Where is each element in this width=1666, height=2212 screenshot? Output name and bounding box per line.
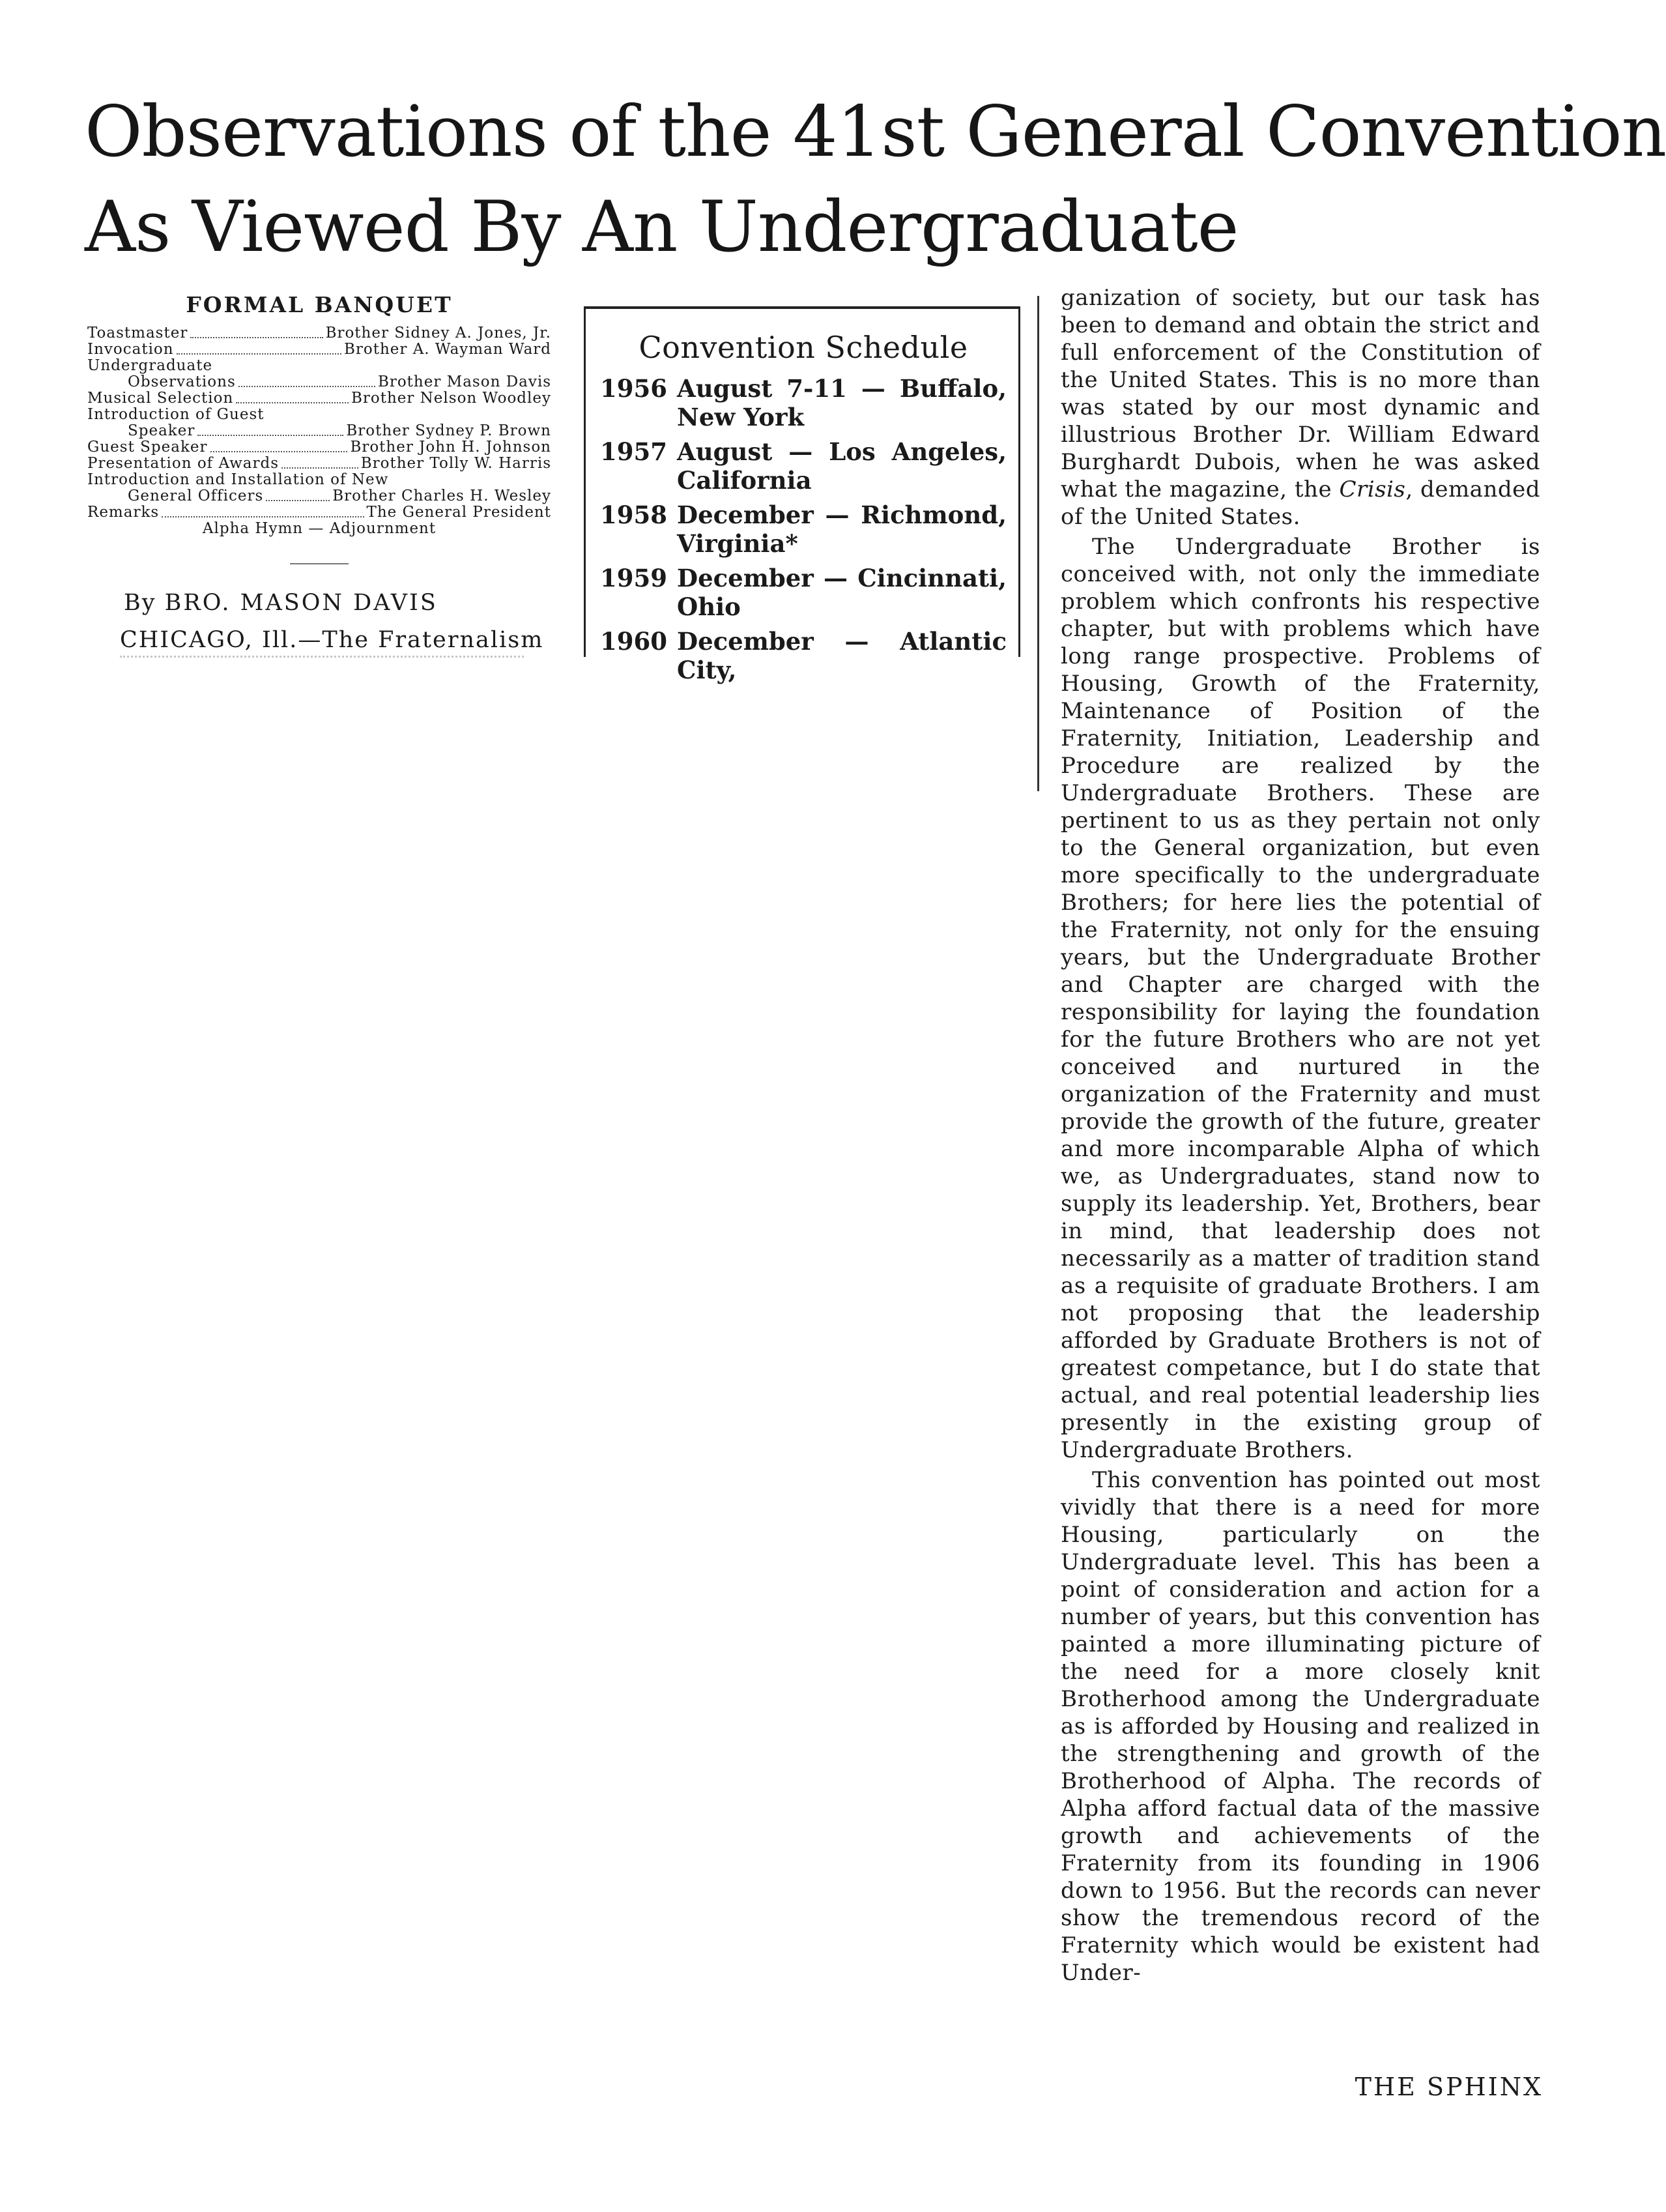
dot-leader <box>238 386 375 387</box>
program-role: Musical Selection <box>87 390 234 407</box>
program-row <box>87 342 551 358</box>
program-row <box>87 439 551 456</box>
schedule-detail: August — Los Angeles, California <box>677 437 1007 495</box>
schedule-year: 1957 <box>600 437 667 466</box>
cutoff-text-line <box>120 656 524 663</box>
program-title: FORMAL BANQUET <box>186 292 453 317</box>
dot-leader <box>266 500 330 501</box>
program-participant: Brother Charles H. Wesley <box>332 488 551 504</box>
program-role: Speaker <box>128 422 195 439</box>
program-role: Toastmaster <box>87 325 188 342</box>
article-body <box>1061 284 1540 1986</box>
program-role: Presentation of Awards <box>87 455 280 472</box>
folio-publication-name: THE SPHINX <box>1355 2073 1543 2101</box>
schedule-entry <box>600 564 1007 621</box>
program-row <box>87 456 551 472</box>
program-row <box>87 358 551 374</box>
program-row <box>87 325 551 342</box>
program-participant: Brother A. Wayman Ward <box>343 341 551 358</box>
column-rule <box>1037 296 1039 791</box>
schedule-year: 1960 <box>600 627 667 656</box>
dot-leader <box>210 451 348 452</box>
schedule-entry <box>600 501 1007 558</box>
program-role: Guest Speaker <box>87 439 208 456</box>
program-role: Introduction and Installation of New <box>87 471 389 488</box>
program-role: Observations <box>128 373 236 390</box>
schedule-year: 1958 <box>600 501 667 529</box>
schedule-detail: August 7-11 — Buffalo, New York <box>677 374 1007 431</box>
schedule-entry <box>600 627 1007 684</box>
program-role: Invocation <box>87 341 174 358</box>
program-role: General Officers <box>128 488 264 504</box>
program-participant: Brother Mason Davis <box>377 373 551 390</box>
program-row <box>87 472 551 488</box>
schedule-detail: December — Atlantic City, <box>677 627 1007 684</box>
program-row <box>87 423 551 439</box>
program-participant: Brother John H. Johnson <box>350 439 551 456</box>
program-role: Undergraduate <box>87 357 213 374</box>
article-paragraph-1: ganization of society, but our task has been to demand and obtain the strict and full enforcement of the Constitution of the United States. This is no more than was stated by our most dynamic and illustrious Brother Dr. William Edward Burghardt Dubois, when he was asked what the magazine, the Crisis, demanded of the United States. <box>1061 285 1541 530</box>
headline <box>85 85 1666 275</box>
dot-leader <box>177 353 341 355</box>
program-closing: Alpha Hymn — Adjournment <box>202 520 437 537</box>
schedule-detail: December — Richmond, Virginia* <box>677 501 1007 558</box>
program-row <box>87 407 551 423</box>
program-participant: Brother Sidney A. Jones, Jr. <box>325 325 551 342</box>
schedule-detail: December — Cincinnati, Ohio <box>677 564 1007 621</box>
schedule-entry <box>600 374 1007 431</box>
dateline: CHICAGO, Ill.—The Fraternalism <box>120 627 544 653</box>
program-participant: The General President <box>366 504 551 521</box>
schedule-title: Convention Schedule <box>639 330 968 365</box>
dot-leader <box>281 467 358 469</box>
schedule-rows <box>600 374 1007 684</box>
program-row <box>87 504 551 521</box>
convention-schedule-box <box>584 306 1020 684</box>
schedule-year: 1956 <box>600 374 667 403</box>
program-participant: Brother Tolly W. Harris <box>360 455 551 472</box>
program-role: Remarks <box>87 504 160 521</box>
schedule-entry <box>600 437 1007 495</box>
byline-prefix: By <box>124 590 156 616</box>
program-participant: Brother Nelson Woodley <box>351 390 551 407</box>
program-rows <box>87 325 551 521</box>
program-role: Introduction of Guest <box>87 406 265 423</box>
dot-leader <box>236 402 349 403</box>
article-paragraph-2: The Undergraduate Brother is conceived with, not only the immediate problem which confronts his respective chapter, but with problems which have long range prospective. Problems of Housing, Growth of the Fraternity, Maintenance of Position of the Fraternity, Initiation, Leadership and Procedure are realized by the Undergraduate Brothers. These are pertinent to us as they pertain not only to the General organization, but even more specifically to the undergraduate Brothers; for here lies the potential of the Fraternity, not only for the ensuing years, but the Undergraduate Brother and Chapter are charged with the responsibility for laying the foundation for the future Brothers who are not yet conceived and nurtured in the organization of the Fraternity and must provide the growth of the future, greater and more incomparable Alpha of which we, as Undergraduates, stand now to supply its leadership. Yet, Brothers, bear in mind, that leadership does not necessarily as a matter of tradition stand as a requisite of graduate Brothers. I am not proposing that the leadership afforded by Graduate Brothers is not of greatest competance, but I do state that actual, and real potential leadership lies presently in the existing group of Undergraduate Brothers. <box>1061 534 1540 1463</box>
program-row <box>87 390 551 407</box>
program-row <box>87 488 551 504</box>
dot-leader <box>162 516 364 517</box>
byline <box>124 588 551 618</box>
article-paragraph-3: This convention has pointed out most vividly that there is a need for more Housing, particularly on the Undergraduate level. This has been a point of consideration and action for a number of years, but this convention has painted a more illuminating picture of the need for a more closely knit Brotherhood among the Undergraduate as is afforded by Housing and realized in the strengthening and growth of the Brotherhood of Alpha. The records of Alpha afford factual data of the massive growth and achievements of the Fraternity from its founding in 1906 down to 1956. But the records can never show the tremendous record of the Fraternity which would be existent had Under- <box>1061 1467 1540 1986</box>
headline-line-2: As Viewed By An Undergraduate <box>85 186 1239 268</box>
magazine-title: Crisis <box>1339 476 1406 502</box>
banquet-program <box>87 292 551 663</box>
dot-leader <box>197 435 343 436</box>
section-divider <box>290 563 349 564</box>
byline-name: BRO. MASON DAVIS <box>164 590 438 616</box>
headline-line-1: Observations of the 41st General Convention <box>85 91 1666 173</box>
program-row <box>87 374 551 390</box>
program-participant: Brother Sydney P. Brown <box>346 422 551 439</box>
schedule-year: 1959 <box>600 564 667 592</box>
dot-leader <box>190 337 323 338</box>
